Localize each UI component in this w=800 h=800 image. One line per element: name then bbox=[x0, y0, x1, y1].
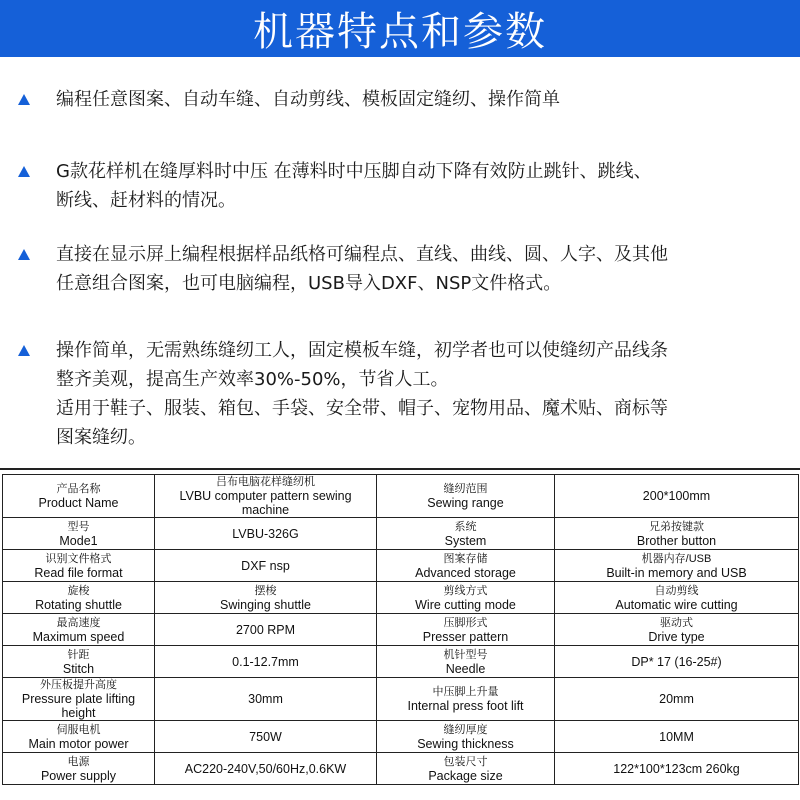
spec-label-cell bbox=[377, 582, 555, 614]
spec-label-cn: 包装尺寸 bbox=[443, 755, 488, 768]
spec-label-cn: 压脚形式 bbox=[443, 616, 488, 629]
spec-value-en: Automatic wire cutting bbox=[615, 597, 738, 612]
spec-label-en: Stitch bbox=[62, 661, 95, 676]
spec-label-en: Mode1 bbox=[59, 533, 98, 548]
spec-value-cell bbox=[555, 582, 799, 614]
spec-label-cell bbox=[377, 678, 555, 721]
triangle-bullet-icon bbox=[18, 249, 30, 260]
spec-row bbox=[3, 721, 799, 753]
feature-text: 操作简单，无需熟练缝纫工人，固定模板车缝，初学者也可以使缝纫产品线条 整齐美观，提高生产效率30%-50%，节省人工。 适用于鞋子、服装、箱包、手袋、安全带、帽子、宠物用品、魔术贴、商标等 图案缝纫。 bbox=[56, 340, 668, 448]
header-banner bbox=[0, 0, 800, 57]
spec-row bbox=[3, 614, 799, 646]
spec-label-cn: 图案存储 bbox=[443, 552, 488, 565]
spec-label-cn: 中压脚上升量 bbox=[432, 686, 499, 698]
feature-text: 直接在显示屏上编程根据样品纸格可编程点、直线、曲线、圆、人字、及其他 任意组合图案，也可电脑编程，USB导入DXF、NSP文件格式。 bbox=[56, 244, 668, 294]
spec-label-cell bbox=[3, 518, 155, 550]
spec-label-cell bbox=[377, 550, 555, 582]
spec-label-cn: 识别文件格式 bbox=[45, 552, 112, 565]
spec-label-cn: 伺服电机 bbox=[56, 723, 101, 736]
spec-value-cell bbox=[555, 678, 799, 721]
spec-label-cn: 型号 bbox=[67, 520, 90, 533]
spec-label-cell bbox=[3, 753, 155, 785]
spec-value-cell bbox=[155, 475, 377, 518]
spec-value-cell bbox=[555, 518, 799, 550]
spec-value-cell bbox=[155, 646, 377, 678]
spec-value-cn: 自动剪线 bbox=[654, 584, 699, 597]
spec-value-cell bbox=[555, 646, 799, 678]
spec-value-en: LVBU-326G bbox=[232, 526, 299, 541]
spec-value-en: 0.1-12.7mm bbox=[232, 654, 299, 669]
spec-label-cn: 最高速度 bbox=[56, 616, 101, 629]
spec-label-cell bbox=[377, 614, 555, 646]
spec-row bbox=[3, 582, 799, 614]
triangle-bullet-icon bbox=[18, 94, 30, 105]
spec-label-en: Needle bbox=[445, 661, 486, 676]
spec-label-en: Wire cutting mode bbox=[415, 597, 516, 612]
spec-value-cn: 吕布电脑花样缝纫机 bbox=[216, 476, 315, 488]
spec-value-en: 200*100mm bbox=[642, 489, 711, 503]
feature-text: 编程任意图案、自动车缝、自动剪线、模板固定缝纫、操作简单 bbox=[56, 89, 560, 110]
spec-label-en: Rotating shuttle bbox=[35, 597, 122, 612]
spec-label-cell bbox=[377, 518, 555, 550]
spec-row bbox=[3, 753, 799, 785]
spec-row bbox=[3, 550, 799, 582]
spec-value-en: 750W bbox=[249, 729, 282, 744]
spec-label-cell bbox=[377, 646, 555, 678]
spec-value-cell bbox=[555, 753, 799, 785]
spec-label-cell bbox=[3, 550, 155, 582]
spec-value-en: 122*100*123cm 260kg bbox=[613, 761, 740, 776]
spec-value-cell bbox=[155, 721, 377, 753]
spec-label-en: Sewing range bbox=[427, 496, 504, 510]
spec-label-cell bbox=[3, 582, 155, 614]
spec-value-en: Brother button bbox=[636, 533, 717, 548]
spec-label-en: System bbox=[444, 533, 487, 548]
spec-value-cell bbox=[155, 582, 377, 614]
spec-value-cn: 驱动式 bbox=[660, 616, 693, 629]
spec-label-cn: 机针型号 bbox=[443, 648, 488, 661]
spec-value-cell bbox=[555, 550, 799, 582]
spec-label-cell bbox=[3, 614, 155, 646]
feature-text: G款花样机在缝厚料时中压 在薄料时中压脚自动下降有效防止跳针、跳线、 断线、赶材料的情况。 bbox=[56, 161, 652, 211]
spec-value-cn: 兄弟按键款 bbox=[649, 520, 704, 533]
spec-row bbox=[3, 646, 799, 678]
spec-row bbox=[3, 678, 799, 721]
spec-value-en: DXF nsp bbox=[241, 558, 290, 573]
spec-value-cell bbox=[555, 721, 799, 753]
spec-label-cell bbox=[3, 678, 155, 721]
page-title: 机器特点和参数 bbox=[253, 9, 547, 55]
spec-label-cn: 电源 bbox=[67, 755, 90, 768]
spec-label-cn: 缝纫厚度 bbox=[443, 723, 488, 736]
spec-label-cn: 缝纫范围 bbox=[443, 483, 488, 495]
spec-value-cell bbox=[155, 753, 377, 785]
spec-label-cell bbox=[3, 721, 155, 753]
spec-label-cell bbox=[377, 475, 555, 518]
spec-table bbox=[2, 474, 799, 785]
spec-label-en: Power supply bbox=[40, 768, 117, 783]
spec-label-en: Package size bbox=[428, 768, 503, 783]
spec-label-cn: 产品名称 bbox=[56, 483, 101, 495]
spec-label-en: Presser pattern bbox=[422, 629, 509, 644]
spec-value-cell bbox=[155, 678, 377, 721]
spec-value-en: LVBU computer pattern sewing machine bbox=[179, 489, 352, 517]
spec-label-cn: 剪线方式 bbox=[443, 584, 488, 597]
spec-value-cell bbox=[555, 475, 799, 518]
spec-value-cell bbox=[555, 614, 799, 646]
spec-value-cn: 机器内存/USB bbox=[641, 552, 712, 565]
spec-value-en: AC220-240V,50/60Hz,0.6KW bbox=[184, 761, 347, 776]
spec-label-en: Maximum speed bbox=[32, 629, 125, 644]
spec-value-en: Swinging shuttle bbox=[219, 597, 312, 612]
spec-label-en: Main motor power bbox=[28, 736, 129, 751]
spec-value-en: Built-in memory and USB bbox=[606, 565, 747, 580]
spec-row bbox=[3, 518, 799, 550]
spec-value-en: Drive type bbox=[648, 629, 705, 644]
spec-label-cn: 旋梭 bbox=[67, 584, 90, 597]
spec-value-en: 20mm bbox=[659, 692, 694, 706]
spec-value-cell bbox=[155, 550, 377, 582]
spec-label-en: Sewing thickness bbox=[417, 736, 514, 751]
spec-row bbox=[3, 475, 799, 518]
spec-label-cn: 外压板提升高度 bbox=[40, 679, 117, 691]
spec-value-en: 2700 RPM bbox=[235, 622, 296, 637]
spec-label-en: Read file format bbox=[34, 565, 123, 580]
spec-value-en: DP* 17 (16-25#) bbox=[631, 654, 722, 669]
spec-label-en: Pressure plate lifting height bbox=[21, 692, 136, 720]
spec-value-cell bbox=[155, 614, 377, 646]
spec-value-en: 30mm bbox=[248, 692, 283, 706]
spec-label-cell bbox=[3, 646, 155, 678]
spec-value-en: 10MM bbox=[659, 729, 694, 744]
spec-label-cell bbox=[377, 721, 555, 753]
section-divider bbox=[0, 468, 800, 470]
spec-value-cell bbox=[155, 518, 377, 550]
spec-label-cell bbox=[3, 475, 155, 518]
spec-value-cn: 摆梭 bbox=[254, 584, 277, 597]
spec-label-cn: 系统 bbox=[454, 520, 477, 533]
spec-label-en: Internal press foot lift bbox=[407, 699, 524, 713]
spec-label-cn: 针距 bbox=[67, 648, 90, 661]
triangle-bullet-icon bbox=[18, 345, 30, 356]
spec-label-en: Product Name bbox=[38, 496, 119, 510]
spec-label-cell bbox=[377, 753, 555, 785]
triangle-bullet-icon bbox=[18, 166, 30, 177]
spec-label-en: Advanced storage bbox=[415, 565, 516, 580]
